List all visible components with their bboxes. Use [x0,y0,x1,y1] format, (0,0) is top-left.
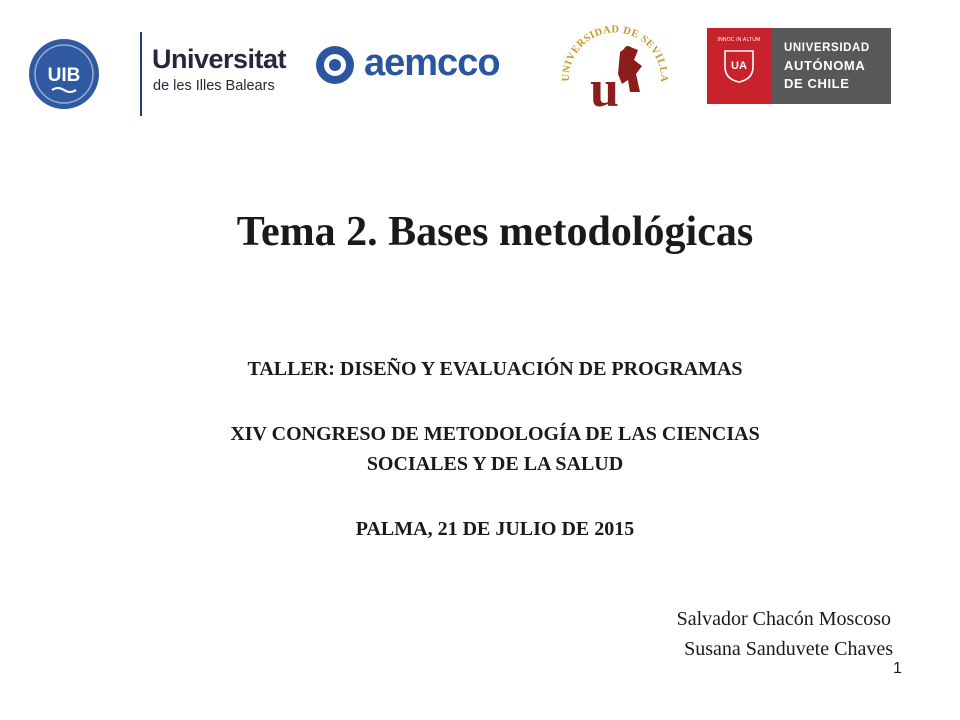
chile-abbr: UA [731,60,747,72]
svg-text:u: u [590,61,619,114]
chile-logo [707,28,891,104]
slide-title: Tema 2. Bases metodológicas [236,209,754,255]
chile-motto: INNOC IN ALTUM [717,37,761,43]
aemcco-ring-icon [314,44,356,86]
congress-line-2: SOCIALES Y DE LA SALUD [366,453,624,475]
logo-bar [0,0,960,130]
chile-line-3: DE CHILE [784,76,850,91]
uib-subtitle: de les Illes Balears [153,78,275,94]
author-1: Salvador Chacón Moscoso [676,608,891,630]
uib-mark-text: UIB [47,65,81,86]
sevilla-ring-text: UNIVERSIDAD DE SEVILLA [560,24,670,83]
uib-emblem-icon [28,38,100,110]
page-number: 1 [893,660,902,677]
uib-name: Universitat [152,44,287,74]
aemcco-name: aemcco [364,42,500,84]
uib-logo [22,30,287,110]
congress-line-1: XIV CONGRESO DE METODOLOGÍA DE LAS CIENCIAS [230,423,760,445]
sevilla-seal-icon [560,18,670,114]
author-2: Susana Sanduvete Chaves [684,638,893,660]
chile-red-block [707,28,771,104]
uib-separator [140,32,142,116]
chile-line-2: AUTÓNOMA [784,58,866,73]
chile-line-1: UNIVERSIDAD [784,42,870,54]
authors [677,604,891,664]
workshop-title: TALLER: DISEÑO Y EVALUACIÓN DE PROGRAMAS [247,358,743,380]
aemcco-logo [312,42,524,88]
place-and-date: PALMA, 21 DE JULIO DE 2015 [355,518,635,540]
